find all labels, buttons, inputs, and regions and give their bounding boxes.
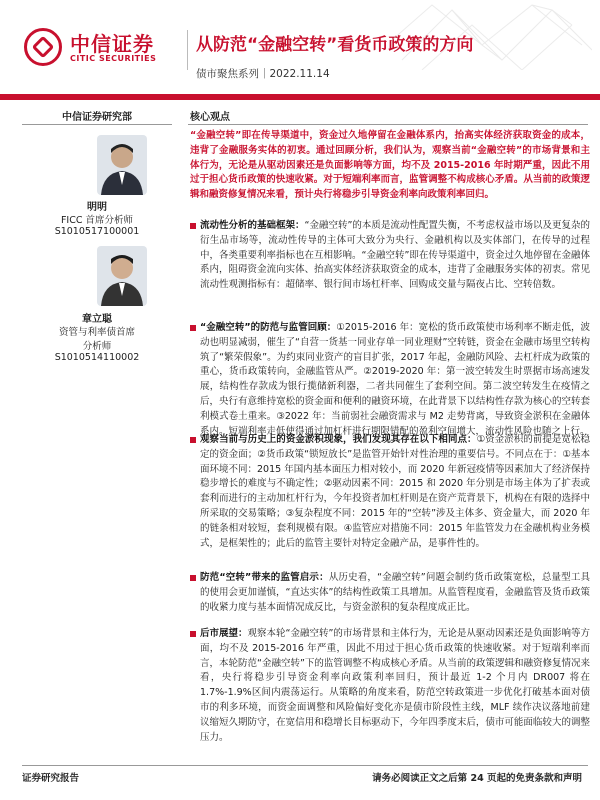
citic-logo-icon — [24, 28, 62, 66]
bullet-square-icon — [190, 631, 196, 637]
bullet-point-5 — [190, 627, 590, 745]
logo-text-cn: 中信证券 — [70, 32, 154, 56]
bullet-text: 从历史看，“金融空转”问题会制约货币政策宽松，总量型工具的使用会更加谨慎，“直达实体”的结构性政策工具增加。从监管程度看，金融监管及货币政策的收紧力度与基本面情况成反比，与资金淤积的复杂程度成正比。 — [200, 572, 590, 613]
bullet-lead: 防范“空转”带来的监管启示： — [200, 572, 329, 583]
bullet-text: “金融空转”的本质是流动性配置失衡，不考虑权益市场以及更复杂的衍生品市场等，流动性传导的主体可大致分为央行、金融机构以及实体部门，在传导的过程中，各类重要利率指标也在互相影响。“金融空转”即在传导渠道中，资金过久地停留在金融体系内，阻碍资金流向实体、抬高实体经济获取资金的成本，违背了金融服务实体的初衷。常见流动性观测指标有：超储率、银行间市场杠杆率、回购成交量与隔夜占比、空转倍数。 — [200, 220, 590, 291]
header-red-bar — [0, 94, 600, 100]
bullet-point-3 — [190, 433, 590, 551]
footer-disclaimer: 请务必阅读正文之后第 24 页起的免责条款和声明 — [372, 773, 582, 784]
bullet-point-4 — [190, 571, 590, 615]
sidebar-divider — [22, 124, 172, 125]
analyst-role-2-cont: 分析师 — [82, 341, 112, 352]
bullet-point-2 — [190, 321, 590, 439]
logo-text-en: CITIC SECURITIES — [70, 54, 157, 63]
section-divider — [188, 124, 588, 125]
bullet-lead: “金融空转”的防范与监管回顾： — [200, 322, 337, 333]
bullet-text: ①2015-2016 年：宽松的货币政策使市场利率不断走低，波动也明显减弱，催生了“自营一货基一同业存单一同业理财”空转链，资金在金融市场里空转构筑了“繁荣假象”。为约束同业资产的盲目扩张，2017 年起，金融防风险、去杠杆成为政策的重心，货币政策转向，金融监管从严。②2019-2020 年：第一波空转发生时票据市场高速发展，结构性存款成为银行揽储新利器，二者共同催生了套利空间。第二波空转发生在疫情之后，央行有意维持宽松的资金面和便利的融资环境，在此背景下以结构性存款为核心的空转套利模式卷土重来。③2022 年：当前弱社会融资需求与 M2 走势背离，导致资金淤积在金融体系内。短端利率走低使得通过加杠杆进行期限错配的盈利空间增大，流动性风险也随之上行。 — [200, 322, 590, 437]
report-title: 从防范“金融空转”看货币政策的方向 — [196, 35, 474, 55]
report-subtitle: 债市聚焦系列｜2022.11.14 — [196, 68, 330, 80]
analyst-name-1: 明明 — [87, 202, 107, 213]
analyst-id-2: S1010514110002 — [54, 352, 140, 363]
footer-left-label: 证券研究报告 — [22, 773, 80, 784]
institute-label: 中信证券研究部 — [62, 112, 132, 123]
analyst-role-1: FICC 首席分析师 — [60, 215, 134, 226]
bullet-square-icon — [190, 575, 196, 581]
bullet-point-1 — [190, 219, 590, 293]
summary-paragraph: “金融空转”即在传导渠道中，资金过久地停留在金融体系内，抬高实体经济获取资金的成本，违背了金融服务实体的初衷。通过回顾分析，我们认为，观察当前“金融空转”的市场背景和主体行为，无论是从驱动因素还是负面影响等方面，均不及 2015-2016 年时期严重，因此不用过于担心货币政策的快速收紧。对于短端利率而言，监管调整不构成核心矛盾。从当前的政策逻辑和融资修复情况来看，预计央行将稳步引导资金利率向政策利率回归。 — [190, 130, 590, 201]
analyst-name-2: 章立聪 — [82, 314, 112, 325]
bullet-text: 观察本轮“金融空转”的市场背景和主体行为，无论是从驱动因素还是负面影响等方面，均不及 2015-2016 年严重，因此不用过于担心货币政策的快速收紧。对于短端利率而言，本轮防范“金融空转”下的监管调整不构成核心矛盾。从当前的政策逻辑和融资修复情况来看，央行将稳步引导资金利率向政策利率回归，预计最近 1-2 个月内 DR007 将在 1.7%-1.9%区间内震荡运行。从策略的角度来看，防范空转政策进一步优化打破基本面对债市的利多环境，而资金面调整和风险偏好变化亦是债市阶段性主线，MLF 续作决议落地前建议缩短久期防守，在宽信用和稳增长目标驱动下，今年四季度末后，债市可能面临较大的调整压力。 — [200, 628, 590, 743]
bullet-lead: 后市展望： — [200, 628, 248, 639]
bullet-square-icon — [190, 223, 196, 229]
header-decoration — [392, 0, 592, 70]
bullet-square-icon — [190, 437, 196, 443]
analyst-photo-2 — [97, 246, 147, 306]
bullet-lead: 流动性分析的基础框架： — [200, 220, 305, 231]
bullet-square-icon — [190, 325, 196, 331]
bullet-text: ①资金淤积的前提是宽松稳定的资金面；②货币政策“锁短放长”是监管开始针对性治理的重要信号。不同点在于：①基本面环境不同：2015 年国内基本面压力相对较小，而 2020 年新冠疫情等因素加大了经济保持稳步增长的难度与不确定性；②驱动因素不同：2015 和 2020 年分别是市场主体为了扩表或套利而进行的主动加杠杆行为，今年投资者加杠杆则是在资产荒背景下，机构在有限的选择中所采取的交易策略；③复杂程度不同：2015 年的“空转”涉及主体多、资金量大，而 2020 年的链条相对较短，套利规模有限。④监管应对措施不同：2015 年监管发力在金融机构业务模式，是框架性的；此后的监管主要针对特定金融产品，是事件性的。 — [200, 434, 590, 549]
footer-divider — [22, 765, 588, 766]
analyst-id-1: S1010517100001 — [54, 226, 140, 237]
section-title: 核心观点 — [190, 112, 230, 123]
analyst-role-2: 资管与利率债首席 — [58, 327, 135, 338]
header-divider — [187, 30, 188, 70]
bullet-lead: 观察当前与历史上的资金淤积现象，我们发现其存在以下相同点： — [200, 434, 477, 445]
analyst-photo-1 — [97, 135, 147, 195]
